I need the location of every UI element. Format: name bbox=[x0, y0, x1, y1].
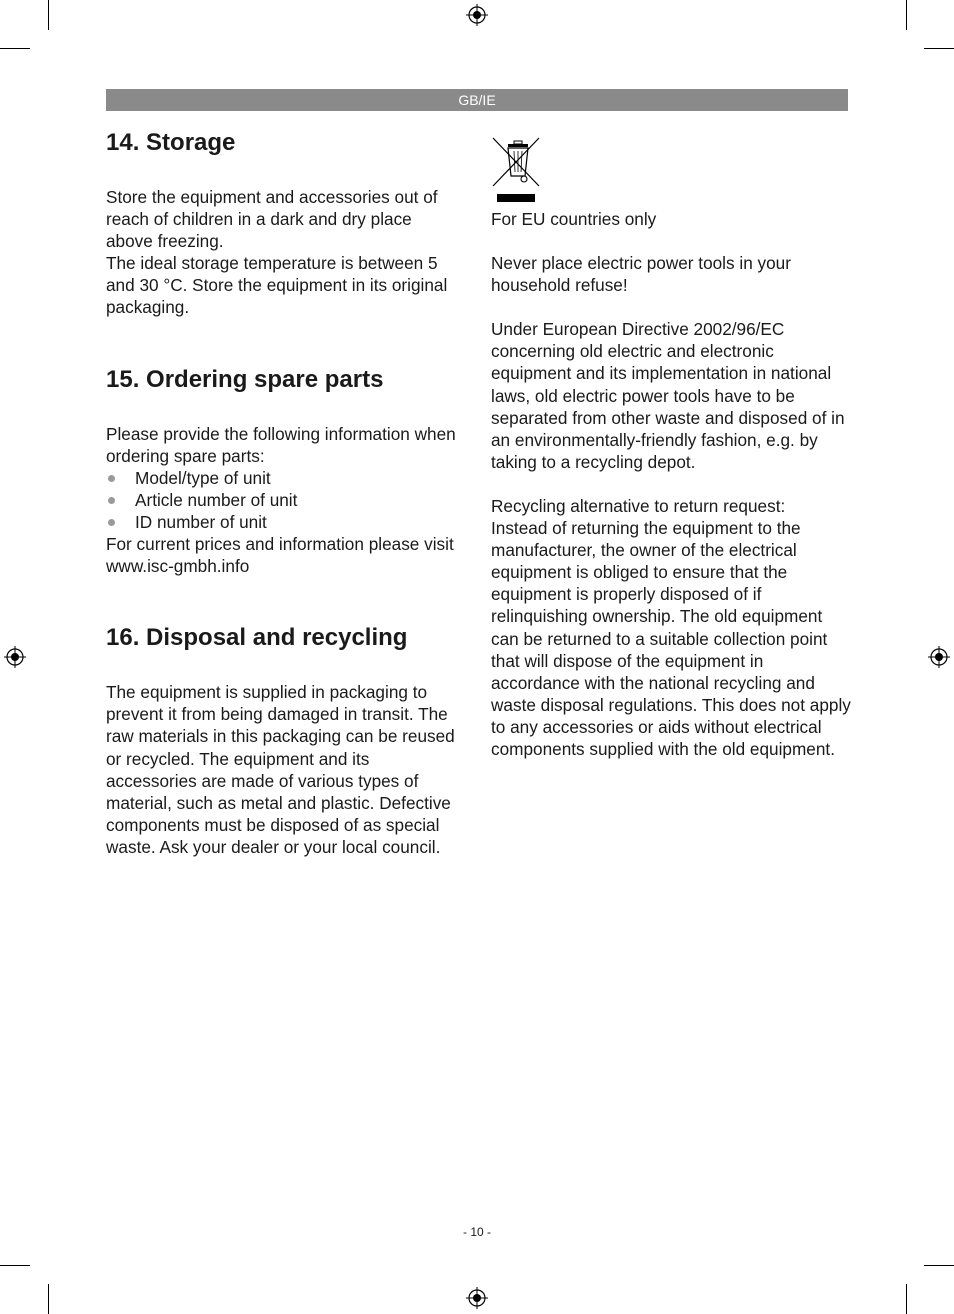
crop-mark bbox=[48, 0, 49, 30]
language-bar: GB/IE bbox=[106, 89, 848, 111]
storage-paragraph: Store the equipment and accessories out of reach of children in a dark and dry place above freezing. bbox=[106, 187, 438, 252]
crop-mark bbox=[48, 1284, 49, 1314]
eu-paragraph: Instead of returning the equipment to the manufacturer, the owner of the electrical equipment is obliged to ensure that the equipment is properly disposed of if relinquishing ownership. The old equipment can be returned to a suitable collection point that will dispose of the equipment in accordance with the national recycling and waste disposal regulations. This does not apply to any accessories or aids without electrical components supplied with the old equipment. bbox=[491, 518, 851, 759]
crop-mark bbox=[0, 1265, 30, 1266]
left-column bbox=[106, 126, 458, 858]
eu-paragraph: Never place electric power tools in your household refuse! bbox=[491, 253, 791, 296]
recycling-heading: Recycling alternative to return request: bbox=[491, 495, 786, 516]
disposal-paragraph: The equipment is supplied in packaging to prevent it from being damaged in transit. The raw materials in this packaging can be reused or recycled. The equipment and its accessories are made of various types of material, such as metal and plastic. Defective components must be disposed of as special waste. Ask your dealer or your local council. bbox=[106, 682, 455, 857]
registration-mark-icon bbox=[4, 646, 26, 668]
crop-mark bbox=[906, 0, 907, 30]
crop-mark bbox=[0, 48, 30, 49]
crossed-out-wheeled-bin-icon bbox=[491, 134, 541, 206]
spare-parts-intro: Please provide the following information when ordering spare parts: bbox=[106, 423, 456, 466]
crop-mark bbox=[924, 48, 954, 49]
eu-only-label: For EU countries only bbox=[491, 209, 657, 229]
storage-paragraph: The ideal storage temperature is between 5 and 30 °C. Store the equipment in its original packaging. bbox=[106, 253, 448, 318]
right-column bbox=[491, 126, 851, 760]
spare-parts-outro: For current prices and information please visit www.isc-gmbh.info bbox=[106, 534, 454, 577]
spare-parts-list bbox=[106, 467, 458, 533]
storage-heading: 14. Storage bbox=[106, 129, 236, 156]
registration-mark-icon bbox=[466, 1287, 488, 1309]
list-item: Model/type of unit bbox=[106, 467, 458, 489]
crop-mark bbox=[924, 1265, 954, 1266]
list-item: ID number of unit bbox=[106, 511, 458, 533]
disposal-heading: 16. Disposal and recycling bbox=[106, 624, 408, 652]
crop-mark bbox=[906, 1284, 907, 1314]
list-item: Article number of unit bbox=[106, 489, 458, 511]
registration-mark-icon bbox=[466, 4, 488, 26]
page-number: - 10 - bbox=[462, 1225, 491, 1239]
spare-parts-heading: 15. Ordering spare parts bbox=[106, 365, 384, 393]
registration-mark-icon bbox=[928, 646, 950, 668]
eu-paragraph: Under European Directive 2002/96/EC concerning old electric and electronic equipment and its implementation in national laws, old electric power tools have to be separated from other waste and disposed of in an environmentally-friendly fashion, e.g. by taking to a recycling depot. bbox=[491, 319, 845, 472]
